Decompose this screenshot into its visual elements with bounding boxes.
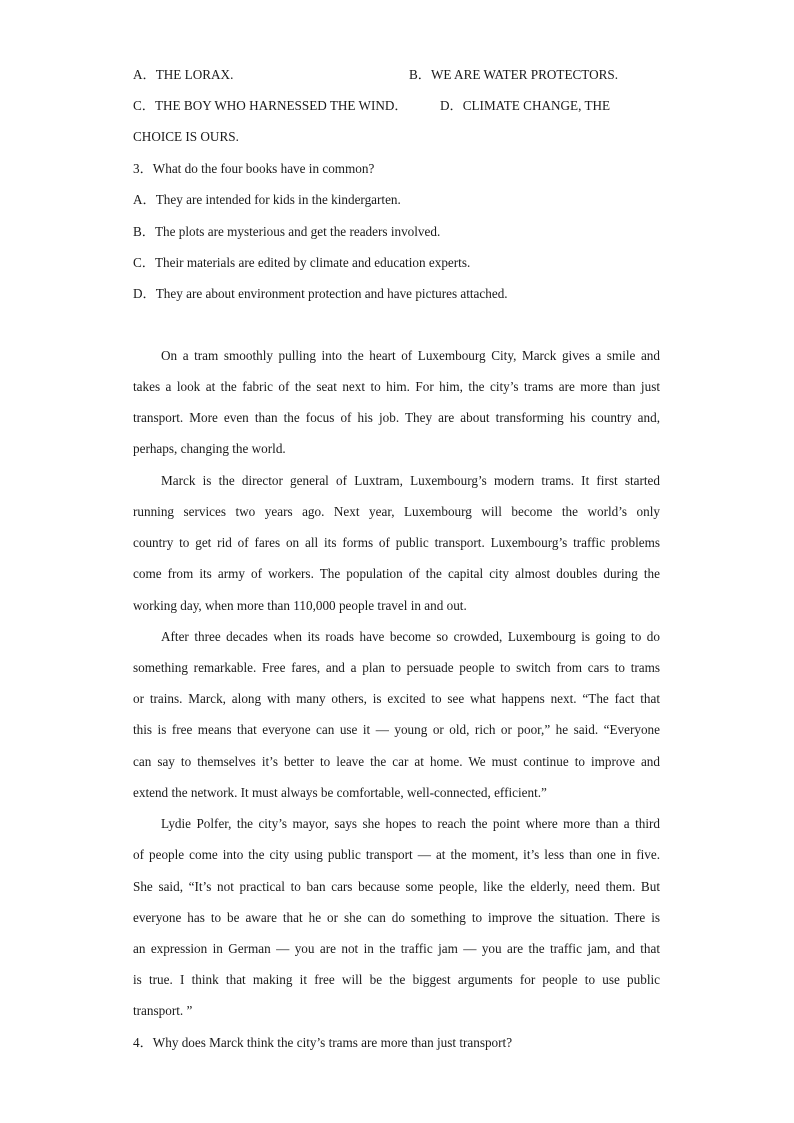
passage-line: country to get rid of fares on all its forms of public transport. Luxembourg’s traffic problems: [133, 535, 660, 550]
q3-option-d: D．They are about environment protection and have pictures attached.: [133, 286, 508, 301]
passage-line: On a tram smoothly pulling into the heart of Luxembourg City, Marck gives a smile and: [161, 348, 660, 363]
passage-line: She said, “It’s not practical to ban cars because some people, like the elderly, need them. But: [133, 879, 660, 894]
q4-stem: 4．Why does Marck think the city’s trams are more than just transport?: [133, 1035, 513, 1050]
passage-line: extend the network. It must always be comfortable, well-connected, efficient.”: [133, 785, 547, 800]
passage-line: come from its army of workers. The population of the capital city almost doubles during the: [133, 566, 660, 581]
passage-line: Lydie Polfer, the city’s mayor, says she hopes to reach the point where more than a third: [161, 816, 660, 831]
passage-line: this is free means that everyone can use it — young or old, rich or poor,” he said. “Everyone: [133, 722, 660, 737]
q2-option-d-continued: CHOICE IS OURS.: [133, 129, 239, 144]
q3-option-b: B．The plots are mysterious and get the readers involved.: [133, 224, 441, 239]
q2-option-b: B．WE ARE WATER PROTECTORS.: [409, 67, 619, 82]
passage-line: or trains. Marck, along with many others, is excited to see what happens next. “The fact that: [133, 691, 660, 706]
passage-line: transport. ”: [133, 1003, 193, 1018]
passage-line: something remarkable. Free fares, and a plan to persuade people to switch from cars to trams: [133, 660, 660, 675]
passage-line: is true. I think that making it free will be the biggest arguments for people to use public: [133, 972, 660, 987]
passage-line: of people come into the city using public transport — at the moment, it’s less than one in five.: [133, 847, 660, 862]
passage-line: takes a look at the fabric of the seat next to him. For him, the city’s trams are more than just: [133, 379, 660, 394]
q2-option-a: A．THE LORAX.: [133, 67, 234, 82]
passage-line: an expression in German — you are not in the traffic jam — you are the traffic jam, and that: [133, 941, 660, 956]
q3-option-c: C．Their materials are edited by climate and education experts.: [133, 255, 471, 270]
passage-line: can say to themselves it’s better to leave the car at home. We must continue to improve and: [133, 754, 660, 769]
q2-option-d: D．CLIMATE CHANGE, THE: [440, 98, 611, 113]
q3-option-a: A．They are intended for kids in the kindergarten.: [133, 192, 401, 207]
passage-line: transport. More even than the focus of his job. They are about transforming his country and,: [133, 410, 660, 425]
passage-line: working day, when more than 110,000 people travel in and out.: [133, 598, 467, 613]
passage-line: everyone has to be aware that he or she can do something to improve the situation. There is: [133, 910, 660, 925]
passage-line: Marck is the director general of Luxtram, Luxembourg’s modern trams. It first started: [161, 473, 660, 488]
q3-stem: 3．What do the four books have in common?: [133, 161, 375, 176]
passage-line: perhaps, changing the world.: [133, 441, 286, 456]
passage-line: After three decades when its roads have become so crowded, Luxembourg is going to do: [161, 629, 660, 644]
passage-line: running services two years ago. Next year, Luxembourg will become the world’s only: [133, 504, 660, 519]
q2-option-c: C．THE BOY WHO HARNESSED THE WIND．: [133, 98, 408, 113]
